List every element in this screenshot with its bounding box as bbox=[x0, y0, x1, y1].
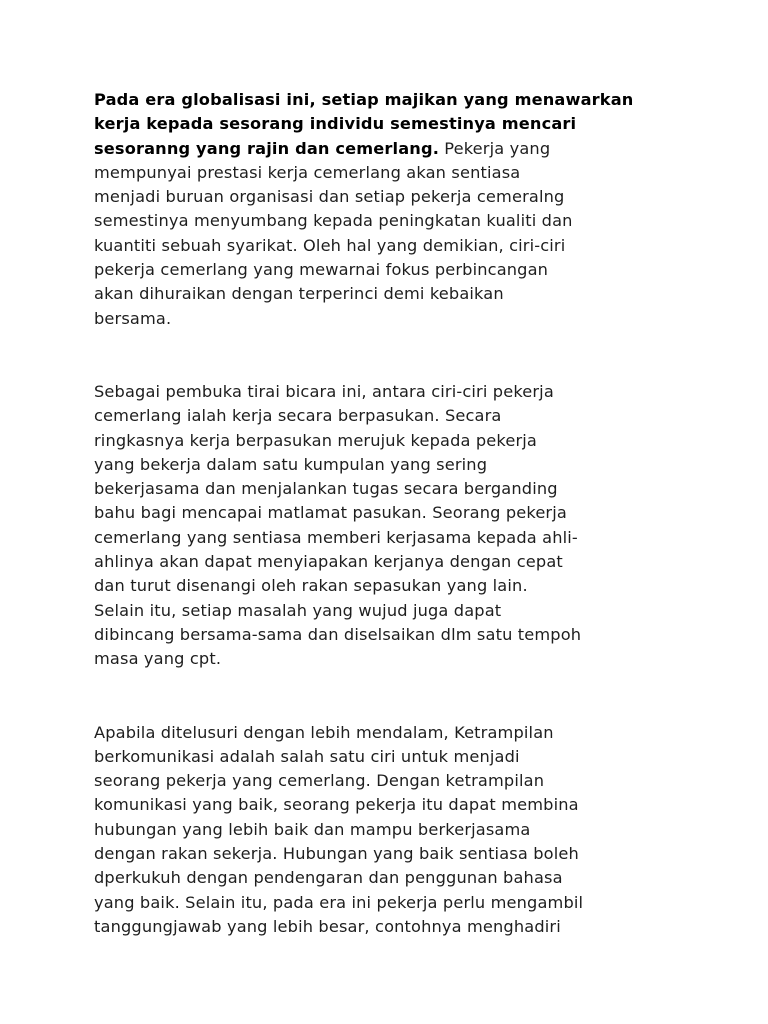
paragraph-intro bbox=[94, 88, 684, 331]
document-body bbox=[94, 88, 684, 988]
paragraph-communication bbox=[94, 721, 684, 940]
paragraph-communication-text: Apabila ditelusuri dengan lebih mendalam, Ketrampilan berkomunikasi adalah salah satu ciri untuk menjadi seorang pekerja yang cemerlang. Dengan ketrampilan komunikasi yang baik, seorang pekerja itu dapat membina hubungan yang lebih baik dan mampu berkerjasama dengan rakan sekerja. Hubungan yang baik sentiasa boleh dperkukuh dengan pendengaran dan penggunan bahasa yang baik. Selain itu, pada era ini pekerja perlu mengambil tanggungjawab yang lebih besar, contohnya menghadiri bbox=[94, 722, 584, 936]
paragraph-teamwork bbox=[94, 380, 684, 672]
paragraph-intro-lead: Pada era globalisasi ini, setiap majikan yang menawarkan kerja kepada sesorang individu semestinya mencari sesoranng yang rajin dan cemerlang. bbox=[94, 90, 634, 158]
paragraph-teamwork-text: Sebagai pembuka tirai bicara ini, antara ciri-ciri pekerja cemerlang ialah kerja secara berpasukan. Secara ringkasnya kerja berpasukan merujuk kepada pekerja yang bekerja dalam satu kumpulan yang sering bekerjasama dan menjalankan tugas secara berganding bahu bagi mencapai matlamat pasukan. Seorang pekerja cemerlang yang sentiasa memberi kerjasama kepada ahli- ahlinya akan dapat menyiapakan kerjanya dengan cepat dan turut disenangi oleh rakan sepasukan yang lain. Selain itu, setiap masalah yang wujud juga dapat dibincang bersama-sama dan diselsaikan dlm satu tempoh masa yang cpt. bbox=[94, 381, 582, 669]
paragraph-intro-text: Pekerja yang mempunyai prestasi kerja cemerlang akan sentiasa menjadi buruan organisasi dan setiap pekerja cemeralng semestinya menyumbang kepada peningkatan kualiti dan kuantiti sebuah syarikat. Oleh hal yang demikian, ciri-ciri pekerja cemerlang yang mewarnai fokus perbincangan akan dihuraikan dengan terperinci demi kebaikan bersama. bbox=[94, 138, 573, 328]
